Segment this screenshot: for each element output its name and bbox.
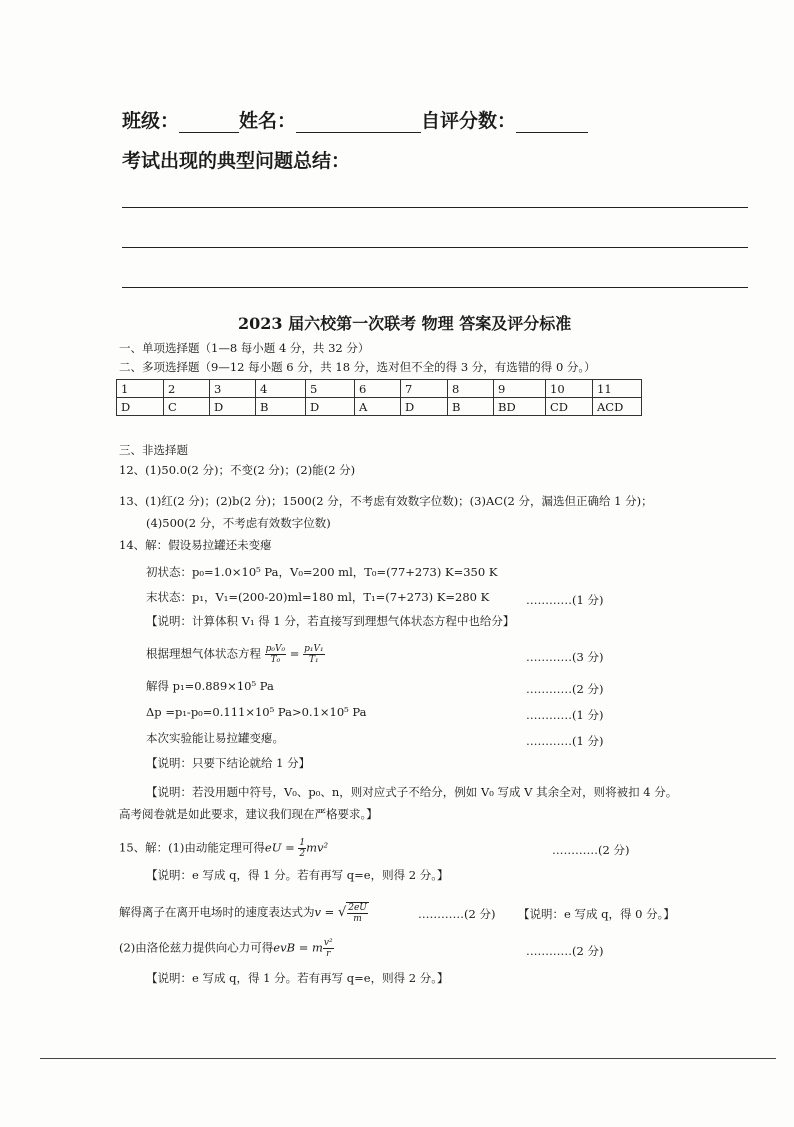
q14-conclusion-points: …………(1 分) xyxy=(526,734,604,748)
q15-line2-note: 【说明：e 写成 q，得 0 分。】 xyxy=(518,907,675,921)
table-cell: 5 xyxy=(306,380,355,398)
table-cell: 6 xyxy=(355,380,401,398)
q14-note-1: 【说明：计算体积 V₁ 得 1 分，若直接写到理想气体状态方程中也给分】 xyxy=(146,614,515,628)
table-cell: 2 xyxy=(164,380,210,398)
q15-line3-frac xyxy=(323,938,334,959)
q15-line2-frac-num: 2eU xyxy=(348,903,367,913)
q14-frac-left xyxy=(265,644,286,665)
q15-line1 xyxy=(119,838,328,859)
section-multi-choice: 二、多项选择题（9—12 每小题 6 分，共 18 分，选对但不全的得 3 分，有选错的得 0 分。） xyxy=(119,360,596,374)
section-single-choice: 一、单项选择题（1—8 每小题 4 分，共 32 分） xyxy=(119,341,370,355)
q15-line1-frac-den: 2 xyxy=(299,849,306,859)
q14-frac-right-den: T₁ xyxy=(309,655,319,665)
summary-label: 考试出现的典型问题总结： xyxy=(122,150,351,172)
q15-line2-sqrt xyxy=(346,902,369,924)
name-field[interactable] xyxy=(296,112,421,133)
table-cell: 10 xyxy=(546,380,593,398)
q15-line1-points: …………(2 分) xyxy=(552,843,630,857)
table-cell: A xyxy=(355,398,401,416)
q15-line1-eq-a: eU = xyxy=(264,840,299,855)
summary-line-2[interactable] xyxy=(122,247,748,248)
class-label: 班级： xyxy=(122,110,180,132)
q15-line1-text: 15、解：(1)由动能定理可得 xyxy=(119,840,265,855)
q15-line1-frac xyxy=(298,838,306,859)
q14-equation-text: 根据理想气体状态方程 xyxy=(146,646,261,661)
table-cell: D xyxy=(306,398,355,416)
answer-q14-intro: 14、解：假设易拉罐还未变瘪 xyxy=(119,538,272,552)
q14-conclusion: 本次实验能让易拉罐变瘪。 xyxy=(146,731,284,745)
q14-final-state: 末状态：p₁，V₁=(200-20)ml=180 ml，T₁=(7+273) K=280 K xyxy=(146,590,490,604)
table-cell: B xyxy=(448,398,494,416)
q14-final-points: …………(1 分) xyxy=(526,593,604,607)
table-row-numbers xyxy=(117,380,642,398)
table-cell: D xyxy=(210,398,256,416)
table-cell: ACD xyxy=(593,398,642,416)
q14-equals: = xyxy=(286,646,304,661)
q14-note-2: 【说明：只要下结论就给 1 分】 xyxy=(146,756,311,770)
self-score-label: 自评分数： xyxy=(421,110,517,132)
q14-solve-points: …………(2 分) xyxy=(526,682,604,696)
table-cell: 1 xyxy=(117,380,164,398)
q15-line2-eq-a: v = xyxy=(314,905,338,919)
class-field[interactable] xyxy=(179,112,239,133)
q14-initial-state: 初状态：p₀=1.0×10⁵ Pa，V₀=200 ml，T₀=(77+273) K=350 K xyxy=(146,565,498,579)
self-score-field[interactable] xyxy=(516,112,588,133)
sqrt-icon: √ xyxy=(337,905,347,920)
table-cell: CD xyxy=(546,398,593,416)
q15-line2 xyxy=(119,902,369,924)
q15-line2-frac xyxy=(347,903,368,924)
section-non-choice: 三、非选择题 xyxy=(119,443,188,457)
table-cell: BD xyxy=(494,398,546,416)
q15-note-3: 【说明：e 写成 q，得 1 分。若有再写 q=e，则得 2 分。】 xyxy=(146,971,449,985)
q14-frac-right-num: p₁V₁ xyxy=(304,644,324,654)
q15-line3-frac-den: r xyxy=(326,949,331,959)
table-cell: D xyxy=(117,398,164,416)
q15-line2-frac-den: m xyxy=(353,914,362,924)
page-title: 2023 届六校第一次联考 物理 答案及评分标准 xyxy=(238,314,572,333)
q15-line3 xyxy=(119,938,334,959)
table-cell: 3 xyxy=(210,380,256,398)
q14-solve: 解得 p₁=0.889×10⁵ Pa xyxy=(146,679,274,693)
q15-line3-points: …………(2 分) xyxy=(526,944,604,958)
table-cell: C xyxy=(164,398,210,416)
q14-frac-left-num: p₀V₀ xyxy=(265,644,286,654)
q14-note-3-line2: 高考阅卷就是如此要求，建议我们现在严格要求。】 xyxy=(119,807,378,821)
q14-frac-right xyxy=(303,644,324,665)
q14-equation xyxy=(146,644,325,665)
q15-line1-frac-num: 1 xyxy=(299,838,306,848)
footer-rule xyxy=(40,1058,776,1059)
table-cell: D xyxy=(401,398,448,416)
summary-line-3[interactable] xyxy=(122,287,748,288)
q15-line3-eq-a: evB = m xyxy=(273,940,323,955)
table-cell: 9 xyxy=(494,380,546,398)
q14-delta: Δp =p₁-p₀=0.111×10⁵ Pa>0.1×10⁵ Pa xyxy=(146,705,367,719)
q14-delta-points: …………(1 分) xyxy=(526,708,604,722)
answer-q12: 12、(1)50.0(2 分)；不变(2 分)；(2)能(2 分) xyxy=(119,463,356,477)
q15-note-1: 【说明：e 写成 q，得 1 分。若有再写 q=e，则得 2 分。】 xyxy=(146,868,449,882)
table-cell: 11 xyxy=(593,380,642,398)
q15-line1-eq-b: mv² xyxy=(306,840,329,855)
header-row xyxy=(122,106,588,133)
q15-line3-frac-num: v² xyxy=(323,938,333,948)
q15-line3-text: (2)由洛伦兹力提供向心力可得 xyxy=(119,940,274,955)
q14-frac-left-den: T₀ xyxy=(270,655,281,665)
summary-line-1[interactable] xyxy=(122,207,748,208)
q14-note-3-line1: 【说明：若没用题中符号，V₀、p₀、n，则对应式子不给分，例如 V₀ 写成 V 其余全对，则将被扣 4 分。 xyxy=(146,785,678,799)
table-cell: 7 xyxy=(401,380,448,398)
answer-q13-line1: 13、(1)红(2 分)；(2)b(2 分)；1500(2 分，不考虑有效数字位数)；(3)AC(2 分，漏选但正确给 1 分)； xyxy=(119,494,653,508)
answer-q13-line2: (4)500(2 分，不考虑有效数字位数) xyxy=(146,516,331,530)
table-cell: 8 xyxy=(448,380,494,398)
q15-line2-points: …………(2 分) xyxy=(418,907,496,921)
table-row-answers xyxy=(117,398,642,416)
table-cell: B xyxy=(256,398,306,416)
q14-equation-points: …………(3 分) xyxy=(526,650,604,664)
table-cell: 4 xyxy=(256,380,306,398)
answer-table xyxy=(116,379,642,416)
q15-line2-text: 解得离子在离开电场时的速度表达式为 xyxy=(119,905,315,919)
name-label: 姓名： xyxy=(239,110,297,132)
